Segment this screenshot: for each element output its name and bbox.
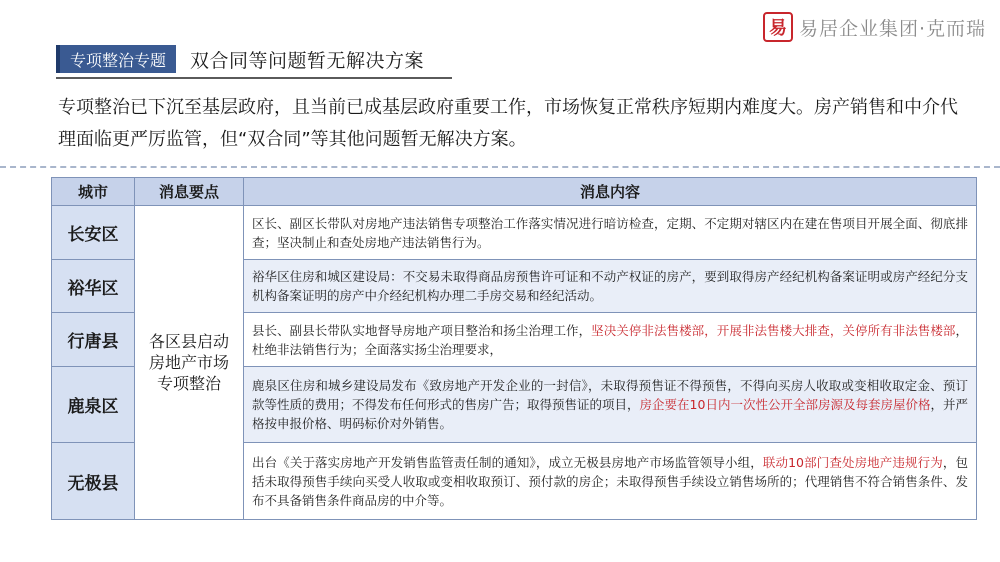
key-point-cell: 各区县启动房地产市场专项整治: [135, 206, 244, 520]
highlighted-text: 坚决关停非法售楼部，开展非法售楼大排查，关停所有非法售楼部: [591, 322, 956, 338]
header-key-point: 消息要点: [135, 178, 244, 206]
intro-paragraph: 专项整治已下沉至基层政府，且当前已成基层政府重要工作，市场恢复正常秩序短期内难度大。房产销售和中介代理面临更严厉监管，但“双合同”等其他问题暂无解决方案。: [58, 97, 958, 150]
content-text: 区长、副区长带队对房地产违法销售专项整治工作落实情况进行暗访检查，定期、不定期对辖区内在建在售项目开展全面、彻底排查；坚决制止和查处房地产违法销售行为。: [252, 215, 968, 250]
content-text: 裕华区住房和城区建设局：不交易未取得商品房预售许可证和不动产权证的房产，要到取得房产经纪机构备案证明或房产经纪分支机构备案证明的房产中介经纪机构办理二手房交易和经纪活动。: [252, 269, 968, 303]
city-cell: 行唐县: [52, 313, 135, 367]
content-cell: [244, 313, 977, 367]
company-logo: [763, 10, 986, 44]
highlighted-text: 联动10部门查处房地产违规行为: [762, 454, 943, 470]
city-cell: 裕华区: [52, 260, 135, 313]
city-cell: 鹿泉区: [52, 367, 135, 443]
content-text: 鹿泉区住房和城乡建设局发布《致房地产开发企业的一封信》，未取得预售证不得预售，不得向买房人收取或变相收取定金、预订款等性质的费用；不得发布任何形式的售房广告；取得预售证的项目，: [252, 378, 968, 412]
content-text: ，杜绝非法销售行为；全面落实扬尘治理要求，: [252, 322, 968, 357]
content-cell: [244, 443, 977, 520]
title-bar: [56, 42, 456, 76]
logo-text: 易居企业集团·克而瑞: [798, 17, 986, 40]
content-text: ，并严格按申报价格、明码标价对外销售。: [252, 397, 968, 431]
news-table: [51, 177, 977, 520]
content-cell: [244, 260, 977, 313]
highlighted-text: 房企要在10日内一次性公开全部房源及每套房屋价格: [639, 397, 931, 412]
city-cell: 无极县: [52, 443, 135, 520]
content-cell: [244, 367, 977, 443]
content-text: 出台《关于落实房地产开发销售监管责任制的通知》，成立无极县房地产市场监管领导小组，: [252, 454, 763, 470]
logo-mark: 易: [763, 12, 793, 42]
content-text: ，包括未取得预售手续向买受人收取或变相收取预订、预付款的房企；未取得预售手续设立销售场所的；代理销售不符合销售条件、发布不具备销售条件商品房的中介等。: [252, 454, 968, 508]
topic-tag: 专项整治专题: [56, 45, 176, 73]
content-cell: [244, 206, 977, 260]
table-header-row: [52, 178, 977, 206]
content-text: 县长、副县长带队实地督导房地产项目整治和扬尘治理工作，: [252, 322, 592, 338]
header-content: 消息内容: [244, 178, 977, 206]
dashed-divider: [0, 166, 1000, 168]
header-city: 城市: [52, 178, 135, 206]
page-title: 双合同等问题暂无解决方案: [190, 49, 425, 72]
city-cell: 长安区: [52, 206, 135, 260]
title-underline: [56, 77, 452, 79]
table-row: [52, 206, 977, 260]
